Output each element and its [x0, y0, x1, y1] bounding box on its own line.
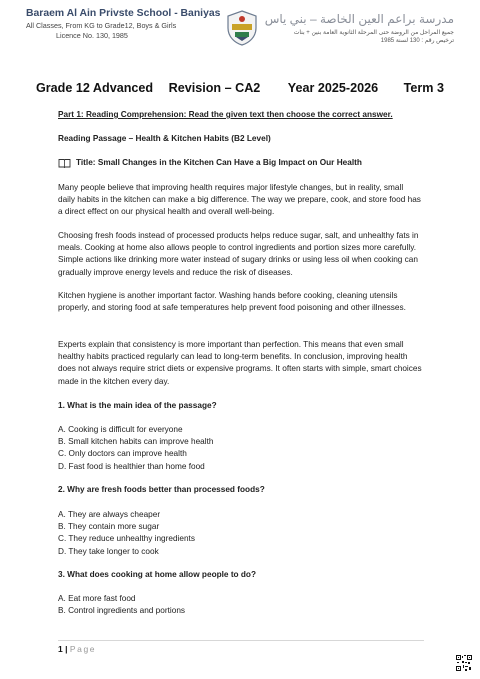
option-1d: D. Fast food is healthier than home food	[58, 461, 205, 471]
book-icon	[58, 158, 71, 168]
page-number: 1	[58, 644, 63, 654]
option-2b: B. They contain more sugar	[58, 522, 160, 532]
question-1: 1. What is the main idea of the passage?	[58, 401, 217, 410]
option-3b: B. Control ingredients and portions	[58, 606, 186, 616]
option-1c: C. Only doctors can improve health	[58, 449, 187, 459]
passage-heading: Reading Passage – Health & Kitchen Habits (B2 Level)	[58, 134, 271, 143]
qr-code-icon	[456, 655, 472, 671]
question-1-options	[58, 424, 422, 473]
page-footer	[58, 644, 96, 654]
paragraph-2: Choosing fresh foods instead of processed products helps reduce sugar, salt, and unhealthy fats in meals. Cooking at home also allows people to control ingredients and portion sizes more carefully. Simple actions like drinking more water instead of sugary drinks or using less oil when cooking can gradually improve energy levels and reduce the risk of diseases.	[58, 231, 419, 277]
page-label: Page	[69, 644, 97, 654]
paragraph-4: Experts explain that consistency is more important than perfection. This means that even small healthy habits practiced regularly can lead to long-term benefits. In conclusion, improving health does not always require strict diets or expensive programs. It often starts with simple, smart choices made in the kitchen every day.	[58, 340, 422, 386]
question-2: 2. Why are fresh foods better than processed foods?	[58, 485, 265, 494]
document-title	[0, 81, 480, 95]
title-term: Term 3	[403, 81, 445, 95]
title-revision: Revision – CA2	[168, 81, 261, 95]
part-heading: Part 1: Reading Comprehension: Read the given text then choose the correct answer.	[58, 110, 393, 119]
page-separator: |	[65, 644, 68, 654]
question-2-options	[58, 509, 422, 558]
option-2c: C. They reduce unhealthy ingredients	[58, 534, 195, 544]
footer-divider	[58, 640, 424, 641]
school-classes-en: All Classes, From KG to Grade12, Boys & Girls	[26, 21, 177, 30]
option-2d: D. They take longer to cook	[58, 546, 159, 556]
school-classes-ar: جميع المراحل من الروضة حتى المرحلة الثانوية العامة بنين + بنات	[293, 30, 454, 36]
title-grade: Grade 12 Advanced	[35, 81, 154, 95]
passage-title	[58, 157, 422, 169]
letterhead-arabic	[264, 12, 454, 44]
paragraph-1: Many people believe that improving health requires major lifestyle changes, but in reality, small daily habits in the kitchen can make a big difference. The way we prepare, cook, and store food has a direct effect on our physical health and overall well-being.	[58, 183, 421, 217]
letterhead	[26, 8, 454, 58]
question-3: 3. What does cooking at home allow people to do?	[58, 570, 257, 579]
option-1b: B. Small kitchen habits can improve health	[58, 437, 214, 447]
question-3-options	[58, 593, 422, 617]
school-name-en: Baraem Al Ain Privste School - Baniyas	[26, 8, 221, 19]
letterhead-english	[26, 8, 221, 40]
school-logo-icon	[226, 10, 258, 46]
paragraph-3: Kitchen hygiene is another important factor. Washing hands before cooking, cleaning utensils properly, and storing food at safe temperatures help prevent food poisoning and other illnesses.	[58, 291, 406, 313]
option-3a: A. Eat more fast food	[58, 594, 136, 603]
school-name-ar: مدرسة براعم العين الخاصة – بني ياس	[264, 12, 454, 26]
school-licence-ar: ترخيص رقم : 130 لسنة 1985	[380, 38, 454, 44]
option-1a: A. Cooking is difficult for everyone	[58, 425, 183, 434]
school-licence-en: Licence No. 130, 1985	[56, 31, 128, 40]
option-2a: A. They are always cheaper	[58, 510, 161, 519]
title-year: Year 2025-2026	[287, 81, 379, 95]
passage-title-text: Title: Small Changes in the Kitchen Can Have a Big Impact on Our Health	[76, 158, 362, 167]
